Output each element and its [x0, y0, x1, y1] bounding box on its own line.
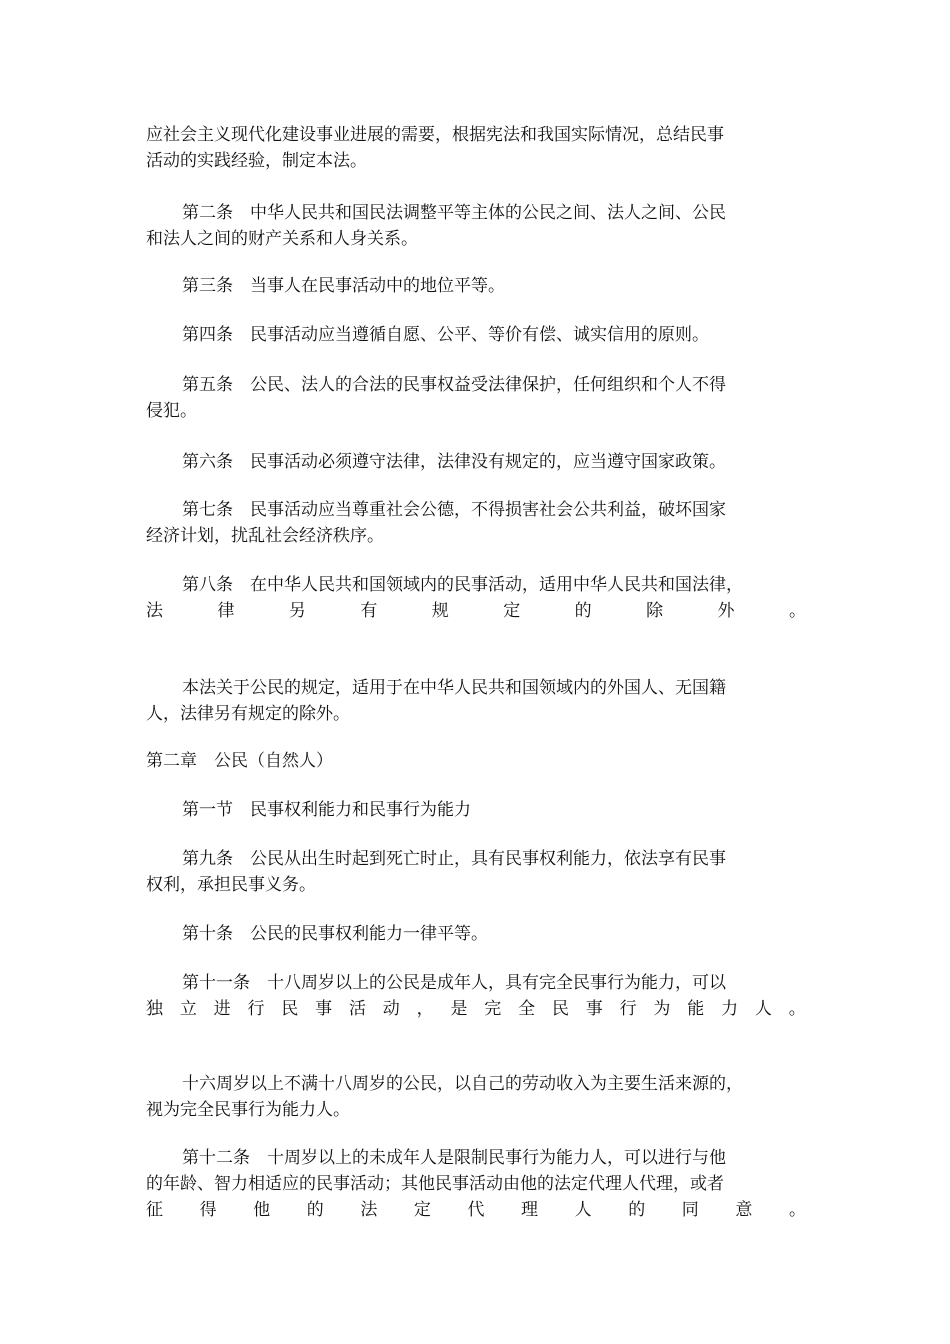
text-line: 十六周岁以上不满十八周岁的公民，以自己的劳动收入为主要生活来源的，	[182, 1074, 743, 1094]
article-2	[146, 200, 806, 252]
justified-char: 有	[360, 601, 378, 621]
justified-char: 力	[721, 999, 739, 1019]
justified-char: 理	[521, 1200, 539, 1220]
justified-char: 律	[217, 601, 235, 621]
justified-char: 是	[450, 999, 468, 1019]
justified-line	[146, 598, 806, 624]
article-7	[146, 497, 806, 549]
text-line: 第一节 民事权利能力和民事行为能力	[182, 800, 471, 820]
justified-line	[146, 1197, 806, 1223]
text-line: 第四条 民事活动应当遵循自愿、公平、等价有偿、诚实信用的原则。	[182, 325, 709, 345]
justified-char: 征	[146, 1200, 163, 1220]
paragraph-preamble	[146, 122, 806, 174]
justified-char: 的	[306, 1200, 324, 1220]
justified-char: 民	[281, 999, 299, 1019]
article-11-clause-2	[146, 1071, 806, 1123]
article-12	[146, 1145, 806, 1223]
justified-char: 的	[628, 1200, 646, 1220]
justified-char: 的	[574, 601, 592, 621]
article-5	[146, 372, 806, 424]
justified-char: 事	[315, 999, 333, 1019]
justified-line	[146, 996, 806, 1022]
justified-char: 定	[413, 1200, 431, 1220]
text-line: 本法关于公民的规定，适用于在中华人民共和国领域内的外国人、无国籍	[182, 678, 726, 698]
article-6	[146, 449, 806, 475]
justified-char: 人	[574, 1200, 592, 1220]
justified-char: 完	[484, 999, 502, 1019]
justified-char: 定	[503, 601, 521, 621]
text-line: 权利，承担民事义务。	[146, 875, 316, 895]
justified-char: 。	[788, 999, 806, 1019]
article-8-clause-2	[146, 675, 806, 727]
article-8	[146, 572, 806, 624]
text-line: 第十二条 十周岁以上的未成年人是限制民事行为能力人，可以进行与他	[182, 1148, 726, 1168]
justified-char: 。	[788, 1200, 806, 1220]
text-line: 应社会主义现代化建设事业进展的需要，根据宪法和我国实际情况，总结民事	[146, 125, 724, 145]
justified-char: 人	[754, 999, 772, 1019]
justified-char: 法	[360, 1200, 378, 1220]
justified-char: 代	[467, 1200, 485, 1220]
justified-char: 民	[551, 999, 569, 1019]
text-line: 的年龄、智力相适应的民事活动；其他民事活动由他的法定代理人代理，或者	[146, 1174, 724, 1194]
justified-char: 独	[146, 999, 163, 1019]
text-line: 活动的实践经验，制定本法。	[146, 151, 367, 171]
text-line: 第十条 公民的民事权利能力一律平等。	[182, 924, 488, 944]
article-4	[146, 322, 806, 348]
text-line: 第二章 公民（自然人）	[146, 751, 333, 771]
article-3	[146, 273, 806, 299]
justified-char: 事	[585, 999, 603, 1019]
justified-char: 得	[199, 1200, 217, 1220]
text-line: 第五条 公民、法人的合法的民事权益受法律保护，任何组织和个人不得	[182, 375, 726, 395]
text-line: 视为完全民事行为能力人。	[146, 1100, 350, 1120]
justified-char: 为	[653, 999, 671, 1019]
text-line: 第九条 公民从出生时起到死亡时止，具有民事权利能力，依法享有民事	[182, 849, 726, 869]
justified-char: 同	[681, 1200, 699, 1220]
justified-char: 立	[179, 999, 197, 1019]
justified-char: 意	[735, 1200, 753, 1220]
text-line: 第七条 民事活动应当尊重社会公德，不得损害社会公共利益，破坏国家	[182, 500, 726, 520]
text-line: 和法人之间的财产关系和人身关系。	[146, 229, 418, 249]
text-line: 第六条 民事活动必须遵守法律，法律没有规定的，应当遵守国家政策。	[182, 452, 726, 472]
text-line: 第十一条 十八周岁以上的公民是成年人，具有完全民事行为能力，可以	[182, 973, 726, 993]
text-line: 第三条 当事人在民事活动中的地位平等。	[182, 276, 505, 296]
justified-char: 除	[646, 601, 664, 621]
justified-char: 行	[247, 999, 265, 1019]
text-line: 侵犯。	[146, 401, 197, 421]
justified-char: 规	[431, 601, 449, 621]
justified-char: 另	[288, 601, 306, 621]
justified-char: 进	[213, 999, 231, 1019]
justified-char: 动	[382, 999, 400, 1019]
text-line: 第八条 在中华人民共和国领域内的民事活动，适用中华人民共和国法律，	[182, 575, 743, 595]
section-heading	[146, 797, 806, 823]
justified-char: ，	[416, 999, 434, 1019]
chapter-heading	[146, 748, 806, 774]
justified-char: 法	[146, 601, 163, 621]
justified-char: 行	[619, 999, 637, 1019]
article-9	[146, 846, 806, 898]
article-11	[146, 970, 806, 1022]
justified-char: 能	[687, 999, 705, 1019]
article-10	[146, 921, 806, 947]
justified-char: 全	[518, 999, 536, 1019]
justified-char: 外	[717, 601, 735, 621]
text-line: 人，法律另有规定的除外。	[146, 704, 350, 724]
text-line: 第二条 中华人民共和国民法调整平等主体的公民之间、法人之间、公民	[182, 203, 726, 223]
justified-char: 他	[253, 1200, 271, 1220]
justified-char: 。	[788, 601, 806, 621]
justified-char: 活	[348, 999, 366, 1019]
text-line: 经济计划，扰乱社会经济秩序。	[146, 526, 384, 546]
